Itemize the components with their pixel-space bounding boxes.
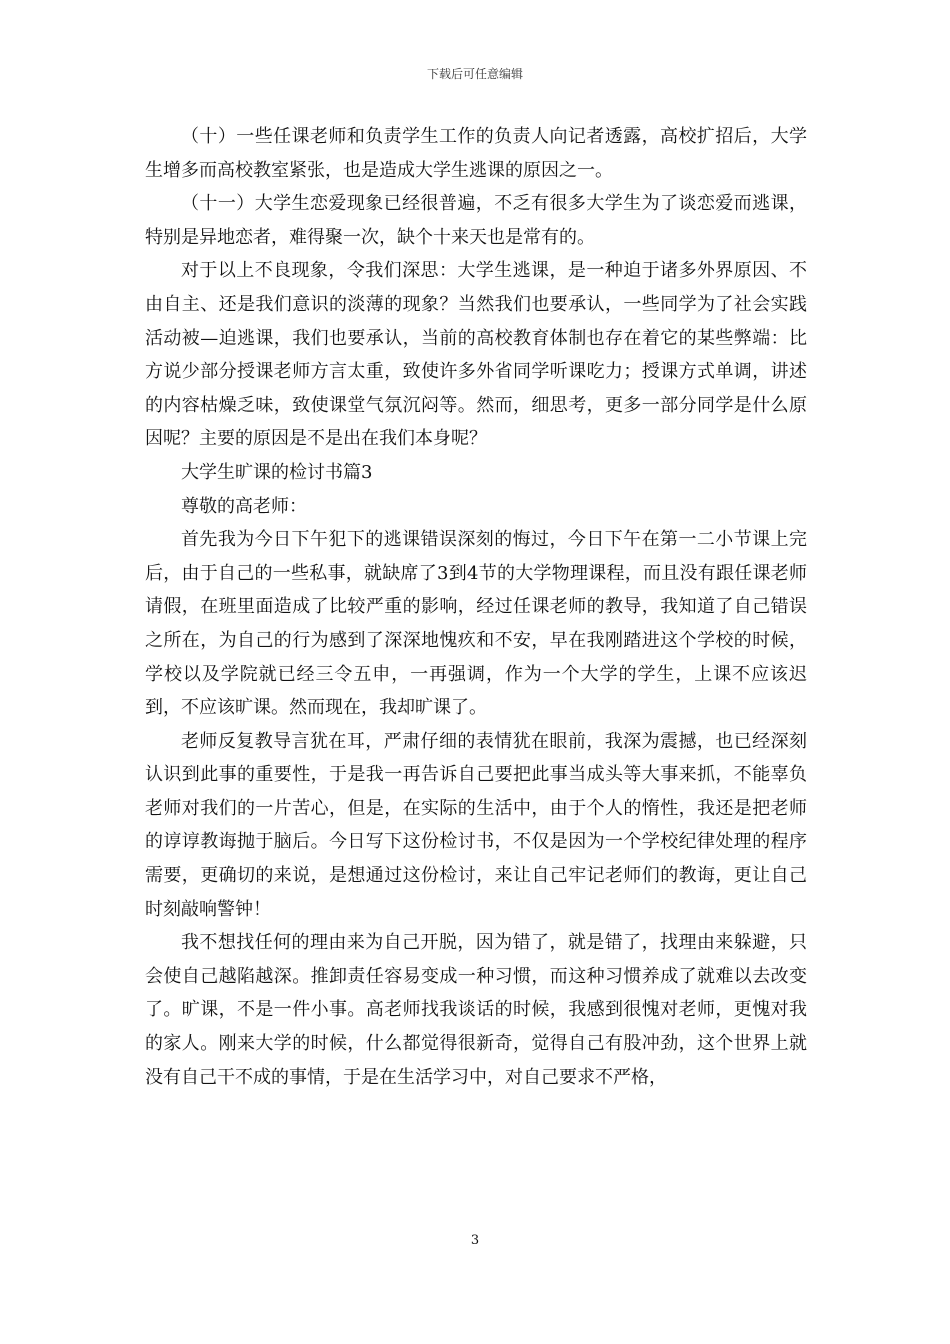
salutation: 尊敬的高老师： [181,495,307,517]
section-heading: 大学生旷课的检讨书篇3 [181,461,373,483]
paragraph-reflection: 对于以上不良现象，令我们深思：大学生逃课，是一种迫于诸多外界原因、不由自主、还是我们意识的淡薄的现象？当然我们也要承认，一些同学为了社会实践活动被—迫逃课，我们也要承认，当前的高校教育体制也存在着它的某些弊端：比方说少部分授课老师方言太重，致使许多外省同学听课吃力；授课方式单调，讲述的内容枯燥乏味，致使课堂气氛沉闷等。然而，细思考，更多一部分同学是什么原因呢？主要的原因是不是出在我们本身呢？ [145,260,807,450]
paragraph-teacher-guidance: 老师反复教导言犹在耳，严肃仔细的表情犹在眼前，我深为震撼，也已经深刻认识到此事的重要性，于是我一再告诉自己要把此事当成头等大事来抓，不能辜负老师对我们的一片苦心，但是，在实际的生活中，由于个人的惰性，我还是把老师的谆谆教诲抛于脑后。今日写下这份检讨书，不仅是因为一个学校纪律处理的程序需要，更确切的来说，是想通过这份检讨，来让自己牢记老师们的教诲，更让自己时刻敲响警钟！ [145,730,807,920]
paragraph-item-11: （十一）大学生恋爱现象已经很普遍，不乏有很多大学生为了谈恋爱而逃课，特别是异地恋者，难得聚一次，缺个十来天也是常有的。 [145,193,807,248]
paragraph-no-excuse: 我不想找任何的理由来为自己开脱，因为错了，就是错了，找理由来躲避，只会使自己越陷越深。推卸责任容易变成一种习惯，而这种习惯养成了就难以去改变了。旷课，不是一件小事。高老师找我谈话的时候，我感到很愧对老师，更愧对我的家人。刚来大学的时候，什么都觉得很新奇，觉得自己有股冲劲，这个世界上就没有自己干不成的事情，于是在生活学习中，对自己要求不严格， [145,932,807,1088]
page-number: 3 [470,1233,480,1248]
document-body [145,120,807,1094]
paragraph-apology: 首先我为今日下午犯下的逃课错误深刻的悔过，今日下午在第一二小节课上完后，由于自己的一些私事，就缺席了3到4节的大学物理课程，而且没有跟任课老师请假，在班里面造成了比较严重的影响，经过任课老师的教导，我知道了自己错误之所在，为自己的行为感到了深深地愧疚和不安，早在我刚踏进这个学校的时候，学校以及学院就已经三令五申，一再强调，作为一个大学的学生，上课不应该迟到，不应该旷课。然而现在，我却旷课了。 [145,529,807,719]
paragraph-item-10: （十）一些任课老师和负责学生工作的负责人向记者透露，高校扩招后，大学生增多而高校教室紧张，也是造成大学生逃课的原因之一。 [145,126,807,181]
page-header: 下载后可任意编辑 [426,67,523,81]
